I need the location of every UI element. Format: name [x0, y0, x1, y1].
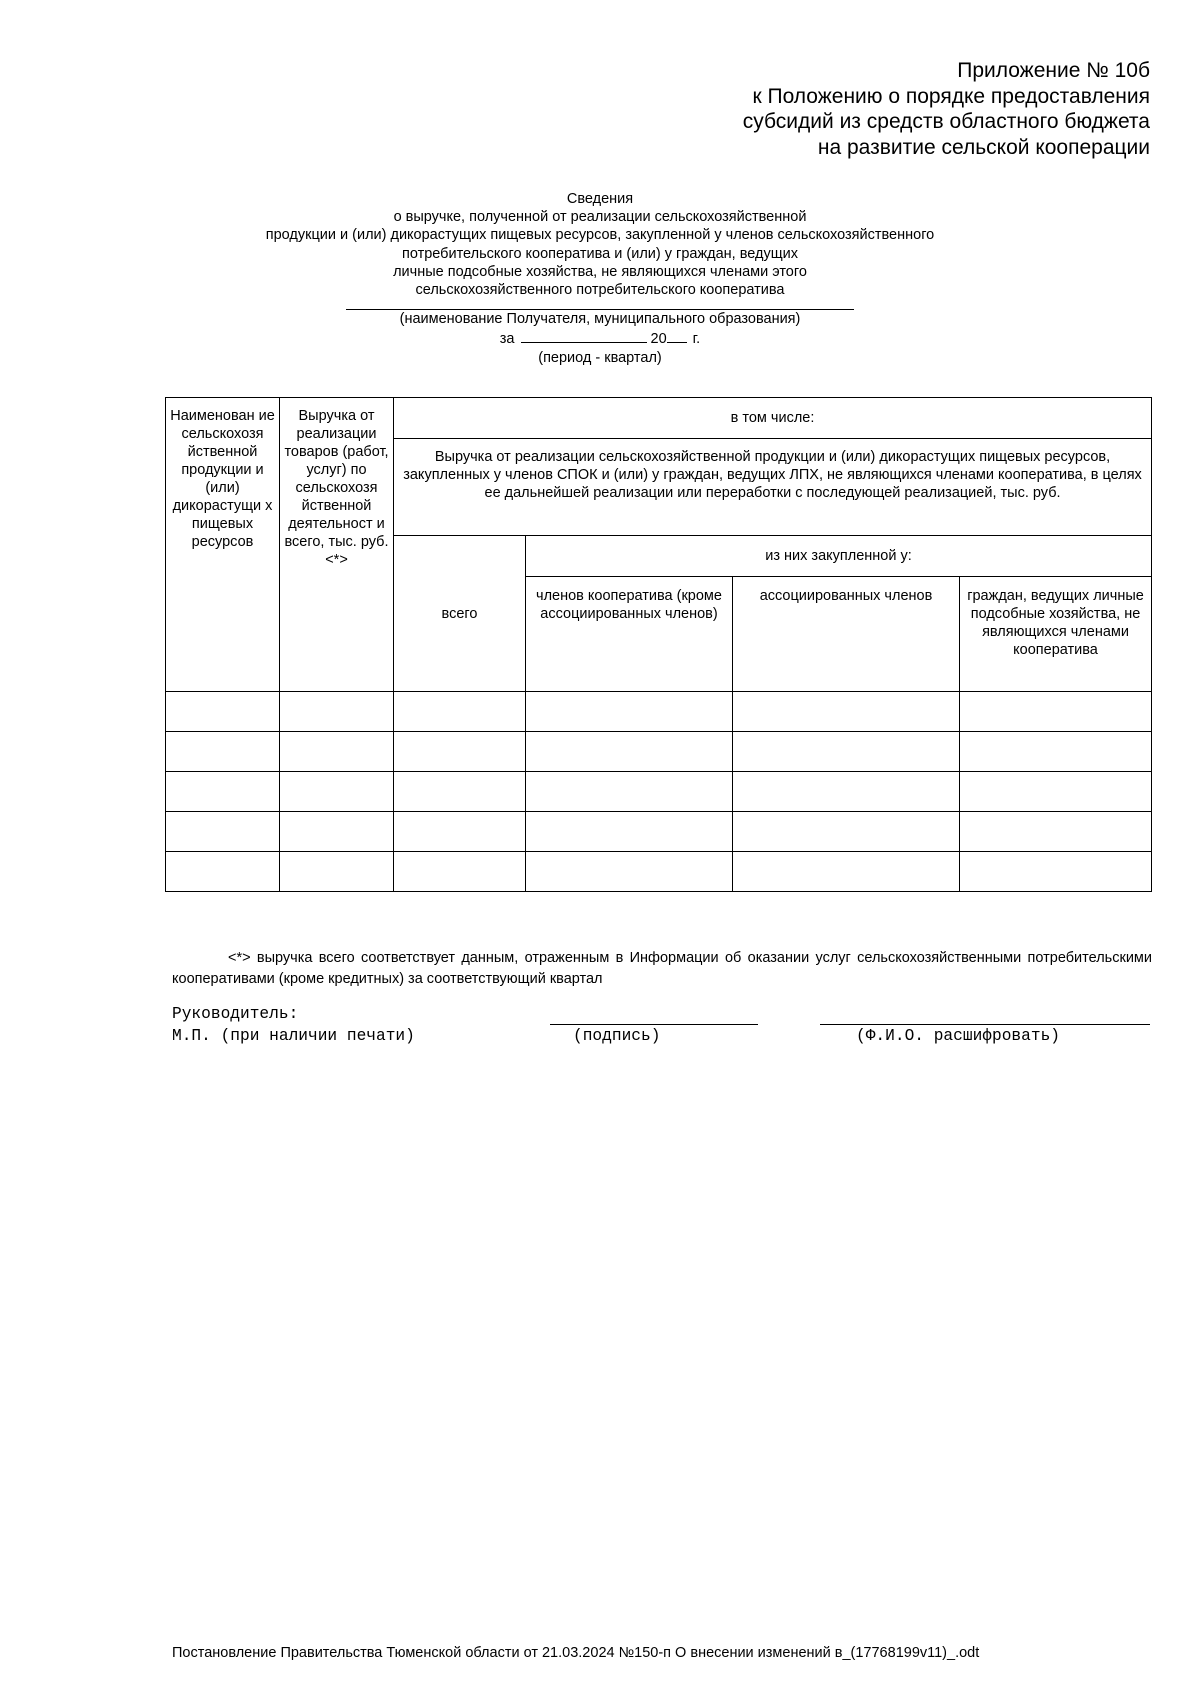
table-cell[interactable] — [960, 772, 1152, 812]
table-cell[interactable] — [733, 852, 960, 892]
table-cell[interactable] — [166, 692, 280, 732]
table-cell[interactable] — [166, 852, 280, 892]
table-cell[interactable] — [280, 812, 394, 852]
page-footer: Постановление Правительства Тюменской области от 21.03.2024 №150-п О внесении изменений в_(17768199v11)_.odt — [172, 1645, 980, 1661]
title-line: потребительского кооператива и (или) у граждан, ведущих — [401, 245, 799, 262]
title-line: Сведения — [566, 191, 634, 207]
table-cell[interactable] — [960, 732, 1152, 772]
signature-caption: (подпись) — [573, 1027, 661, 1045]
table-cell[interactable] — [166, 772, 280, 812]
table-row — [166, 772, 1152, 812]
appendix-line: Приложение № 10б — [957, 59, 1150, 82]
table-row — [166, 812, 1152, 852]
table-cell[interactable] — [394, 812, 526, 852]
table-cell[interactable] — [280, 692, 394, 732]
header-citizens-lph: граждан, ведущих личные подсобные хозяйства, не являющихся членами кооператива — [960, 577, 1152, 692]
period-line — [160, 328, 1040, 348]
appendix-line: субсидий из средств областного бюджета — [742, 110, 1150, 133]
title-line: о выручке, полученной от реализации сельскохозяйственной — [393, 209, 807, 226]
period-year: 20 — [650, 331, 667, 348]
table-cell[interactable] — [526, 692, 733, 732]
year-blank[interactable] — [667, 328, 687, 343]
table-cell[interactable] — [733, 732, 960, 772]
title-line: сельскохозяйственного потребительского кооператива — [415, 282, 785, 299]
table-cell[interactable] — [166, 812, 280, 852]
full-name-caption: (Ф.И.О. расшифровать) — [856, 1027, 1060, 1045]
appendix-line: к Положению о порядке предоставления — [752, 84, 1150, 108]
header-description: Выручка от реализации сельскохозяйственной продукции и (или) дикорастущих пищевых ресурсов, закупленных у членов СПОК и (или) у граждан, ведущих ЛПХ, не являющихся членами кооператива, в целях ее дальнейшей реализации или переработки с последующей реализацией, тыс. руб. — [394, 439, 1152, 536]
table-cell[interactable] — [733, 812, 960, 852]
table-cell[interactable] — [960, 852, 1152, 892]
recipient-caption: (наименование Получателя, муниципального образования) — [399, 311, 801, 328]
table-cell[interactable] — [280, 772, 394, 812]
table-cell[interactable] — [526, 852, 733, 892]
table-row — [166, 852, 1152, 892]
appendix-header — [743, 58, 1150, 160]
period-prefix: за — [499, 331, 515, 348]
table-cell[interactable] — [166, 732, 280, 772]
table-cell[interactable] — [394, 772, 526, 812]
table-cell[interactable] — [280, 852, 394, 892]
document-title — [160, 190, 1040, 367]
appendix-line: на развитие сельской кооперации — [817, 135, 1150, 159]
head-label: Руководитель: — [172, 1005, 299, 1023]
table-cell[interactable] — [960, 692, 1152, 732]
table-cell[interactable] — [960, 812, 1152, 852]
period-suffix: г. — [692, 331, 701, 348]
table-cell[interactable] — [280, 732, 394, 772]
header-total-revenue: Выручка от реализации товаров (работ, услуг) по сельскохозя йственной деятельност и всего, тыс. руб. <*> — [280, 398, 394, 692]
period-blank[interactable] — [521, 328, 647, 343]
table-cell[interactable] — [526, 812, 733, 852]
header-purchased-from: из них закупленной у: — [526, 536, 1152, 577]
period-caption: (период - квартал) — [538, 349, 662, 366]
table-cell[interactable] — [394, 692, 526, 732]
title-line: личные подсобные хозяйства, не являющихся членами этого — [393, 263, 807, 280]
stamp-label: М.П. (при наличии печати) — [172, 1027, 415, 1045]
header-cooperative-members: членов кооператива (кроме ассоциированных членов) — [526, 577, 733, 692]
header-total: всего — [394, 536, 526, 692]
full-name-line[interactable] — [820, 1024, 1150, 1025]
title-line: продукции и (или) дикорастущих пищевых ресурсов, закупленной у членов сельскохозяйственного — [265, 227, 935, 244]
table-row — [166, 732, 1152, 772]
table-cell[interactable] — [526, 772, 733, 812]
footnote: <*> выручка всего соответствует данным, отраженным в Информации об оказании услуг сельскохозяйственными потребительскими кооперативами (кроме кредитных) за соответствующий квартал — [172, 950, 1152, 987]
table-cell[interactable] — [733, 772, 960, 812]
table-cell[interactable] — [733, 692, 960, 732]
table-cell[interactable] — [394, 732, 526, 772]
header-product-name: Наименован ие сельскохозя йственной продукции и (или) дикорастущи х пищевых ресурсов — [166, 398, 280, 692]
revenue-table — [165, 397, 1152, 892]
header-including: в том числе: — [394, 398, 1152, 439]
table-cell[interactable] — [394, 852, 526, 892]
signature-line[interactable] — [550, 1024, 758, 1025]
header-associated-members: ассоциированных членов — [733, 577, 960, 692]
table-cell[interactable] — [526, 732, 733, 772]
table-row — [166, 692, 1152, 732]
